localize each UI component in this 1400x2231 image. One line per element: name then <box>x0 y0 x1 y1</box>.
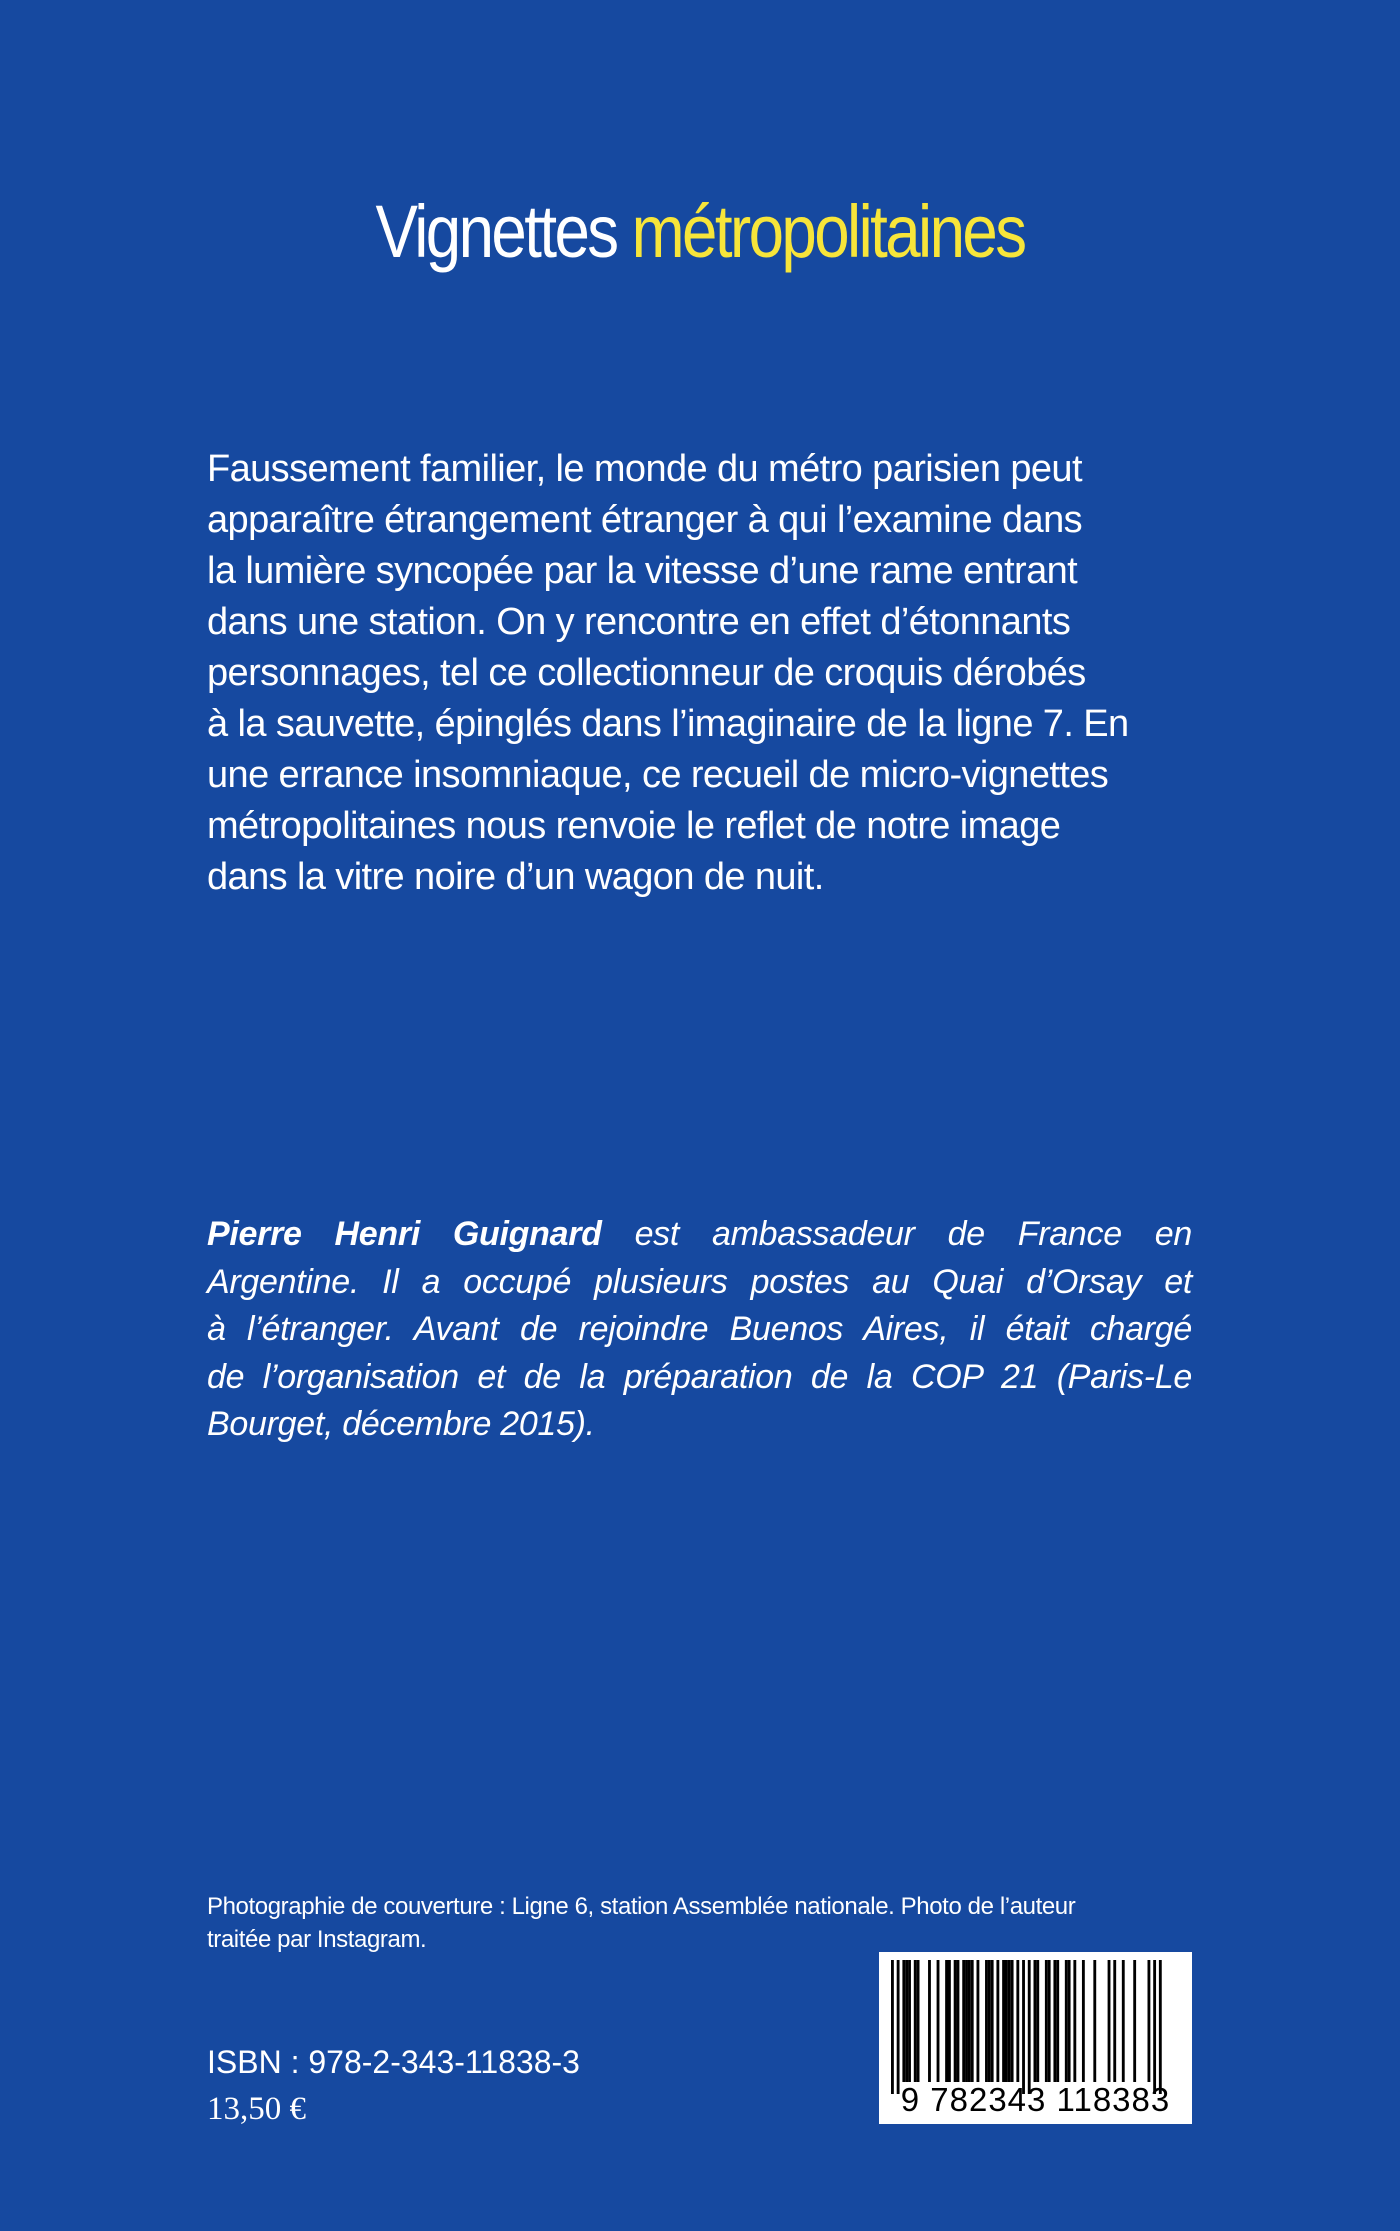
barcode-bar <box>968 1960 971 2082</box>
barcode-bar <box>954 1960 957 2082</box>
barcode-bar <box>1034 1960 1037 2082</box>
blurb-line: métropolitaines nous renvoie le reflet de notre image <box>207 805 1061 847</box>
author-bio-line: Argentine. Il a occupé plusieurs postes au Quai d’Orsay et <box>207 1262 1192 1301</box>
book-title <box>98 182 1302 282</box>
barcode-bar <box>917 1960 920 2082</box>
barcode-bar <box>1011 1960 1014 2082</box>
blurb-line: la lumière syncopée par la vitesse d’une rame entrant <box>207 550 1078 592</box>
barcode-bar <box>991 1960 994 2082</box>
blurb-line: personnages, tel ce collectionneur de croquis dérobés <box>207 652 1086 694</box>
barcode-bar <box>971 1960 974 2082</box>
barcode-bar <box>1056 1960 1059 2082</box>
barcode-bar <box>945 1960 948 2082</box>
blurb-paragraph <box>207 444 1192 903</box>
barcode-bar <box>1068 1960 1071 2082</box>
author-name: Pierre Henri Guignard <box>207 1215 602 1253</box>
author-bio-line: Bourget, décembre 2015). <box>207 1405 595 1443</box>
barcode-bar <box>962 1960 965 2082</box>
barcode-bar <box>902 1960 905 2082</box>
barcode-bar <box>905 1960 908 2082</box>
barcode-bar <box>1036 1960 1039 2082</box>
title-word-vignettes: Vignettes <box>375 190 617 273</box>
blurb-line: Faussement familier, le monde du métro parisien peut <box>207 448 1082 490</box>
author-bio-line: de l’organisation et de la préparation de la COP 21 (Paris-Le <box>207 1357 1192 1396</box>
barcode-bar <box>1073 1960 1076 2082</box>
author-bio-line1-rest: est ambassadeur de France en <box>634 1215 1192 1253</box>
barcode-bar <box>1159 1960 1162 2094</box>
photo-credit-line: Photographie de couverture : Ligne 6, station Assemblée nationale. Photo de l’auteur <box>207 1893 1076 1920</box>
barcode-bar <box>1028 1960 1031 2094</box>
photo-credit <box>207 1890 1207 1956</box>
barcode-bar <box>957 1960 960 2082</box>
barcode-bar <box>1053 1960 1056 2082</box>
price-label: 13,50 € <box>207 2091 306 2127</box>
barcode-bar <box>1022 1960 1025 2094</box>
barcode-bar <box>996 1960 999 2082</box>
barcode-bar <box>1113 1960 1116 2082</box>
barcode-bar <box>1065 1960 1068 2082</box>
barcode-bar <box>914 1960 917 2082</box>
barcode-bar <box>1122 1960 1125 2082</box>
barcode-bar <box>1082 1960 1085 2082</box>
author-bio-line <box>207 1211 1192 1259</box>
barcode-bar <box>1008 1960 1011 2082</box>
blurb-line: à la sauvette, épinglés dans l’imaginaire de la ligne 7. En <box>207 703 1129 745</box>
author-bio <box>207 1211 1192 1449</box>
barcode-bar <box>1045 1960 1048 2082</box>
barcode-bar <box>928 1960 931 2082</box>
barcode-bar <box>1005 1960 1008 2082</box>
barcode-bar <box>1048 1960 1051 2082</box>
barcode-bar <box>937 1960 940 2082</box>
barcode-bar <box>1002 1960 1005 2082</box>
isbn-label: ISBN : 978-2-343-11838-3 <box>207 2044 580 2080</box>
blurb-line: une errance insomniaque, ce recueil de micro-vignettes <box>207 754 1109 796</box>
author-bio-line: à l’étranger. Avant de rejoindre Buenos Aires, il était chargé <box>207 1310 1192 1348</box>
barcode-bar <box>1133 1960 1136 2082</box>
blurb-line: apparaître étrangement étranger à qui l’examine dans <box>207 499 1083 541</box>
barcode-bar <box>1108 1960 1111 2082</box>
barcode-bar <box>965 1960 968 2082</box>
barcode-bar <box>988 1960 991 2082</box>
barcode-bar <box>985 1960 988 2082</box>
barcode-bar <box>1093 1960 1096 2082</box>
barcode-bar <box>1148 1960 1151 2082</box>
barcode-bar <box>1153 1960 1156 2094</box>
barcode-bar <box>891 1960 894 2094</box>
barcode-bar <box>1016 1960 1019 2082</box>
title-word-metropolitaines: métropolitaines <box>631 190 1025 273</box>
blurb-line: dans une station. On y rencontre en effet d’étonnants <box>207 601 1071 643</box>
barcode-bar <box>948 1960 951 2082</box>
barcode-bar <box>977 1960 980 2082</box>
barcode-bar <box>897 1960 900 2094</box>
barcode-bar <box>908 1960 911 2082</box>
barcode-digits: 9 782343 118383 <box>900 2081 1171 2118</box>
photo-credit-line: traitée par Instagram. <box>207 1926 427 1953</box>
blurb-line: dans la vitre noire d’un wagon de nuit. <box>207 856 824 898</box>
barcode <box>879 1952 1192 2124</box>
